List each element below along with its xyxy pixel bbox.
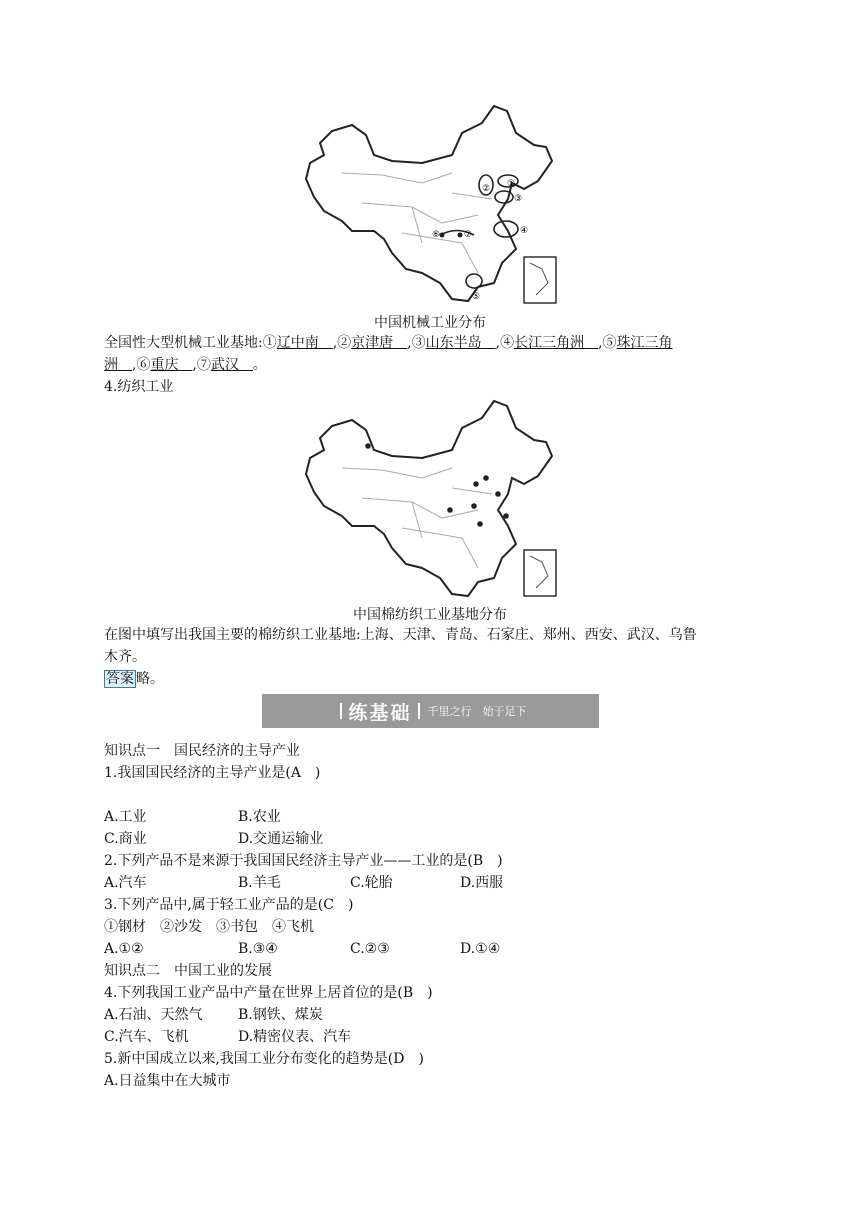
q1-option-d: D.交通运输业: [238, 831, 324, 847]
base-4: 长江三角洲: [514, 335, 585, 351]
map1-marker-4: ④: [520, 226, 529, 236]
map1-marker-3: ③: [514, 194, 523, 204]
map1-marker-2: ②: [482, 184, 491, 194]
question-4-stem: 4.下列我国工业产品中产量在世界上居首位的是(B ): [104, 985, 433, 1001]
base-3: 山东半岛: [425, 335, 482, 351]
answer-line: [104, 668, 164, 690]
map1-marker-5: ⑤: [472, 292, 481, 302]
question-3-stem: 3.下列产品中,属于轻工业产品的是(C ): [104, 897, 354, 913]
question-1-stem: 1.我国国民经济的主导产业是(A ): [104, 765, 321, 781]
q3-option-c: C.②③: [350, 941, 390, 957]
q5-option-a: A.日益集中在大城市: [104, 1073, 231, 1089]
map1-marker-6: ⑥: [432, 230, 441, 240]
q3-option-b: B.③④: [238, 941, 278, 957]
bases-intro: 全国性大型机械工业基地:: [104, 335, 263, 351]
question-3-items: ①钢材 ②沙发 ③书包 ④飞机: [104, 919, 314, 935]
base-6: 重庆: [150, 357, 179, 373]
q4-option-c: C.汽车、飞机: [104, 1029, 189, 1045]
q3-option-d: D.①④: [460, 941, 501, 957]
q1-option-c: C.商业: [104, 831, 147, 847]
practice-banner: [262, 694, 599, 728]
q2-option-c: C.轮胎: [350, 875, 393, 891]
banner-title: 练基础: [348, 701, 412, 724]
q1-option-a: A.工业: [104, 809, 147, 825]
answer-text: 略。: [136, 671, 164, 687]
knowledge-point-2-title: 知识点二 中国工业的发展: [104, 963, 272, 979]
q2-option-a: A.汽车: [104, 875, 147, 891]
q2-option-d: D.西服: [460, 875, 504, 891]
base-5: 珠江三角: [616, 335, 673, 351]
base-5-cont: 洲: [104, 357, 118, 373]
banner-subtitle: 千里之行 始于足下: [427, 705, 527, 718]
fill-instruction-line-2: 木齐。: [104, 649, 146, 665]
fill-instruction-line-1: 在图中填写出我国主要的棉纺织工业基地:上海、天津、青岛、石家庄、郑州、西安、武汉、乌鲁: [104, 627, 697, 643]
section-4-title: 4.纺织工业: [104, 379, 174, 395]
machinery-bases-line: 全国性大型机械工业基地:①辽中南 ,②京津唐 ,③山东半岛 ,④长江三角洲 ,⑤珠江三角: [104, 335, 673, 351]
base-7: 武汉: [210, 357, 239, 373]
q4-option-a: A.石油、天然气: [104, 1007, 203, 1023]
q3-option-a: A.①②: [104, 941, 144, 957]
base-1: 辽中南: [276, 335, 319, 351]
map1-marker-7: ⑦: [464, 230, 473, 240]
q4-option-d: D.精密仪表、汽车: [238, 1029, 352, 1045]
question-2-stem: 2.下列产品不是来源于我国国民经济主导产业——工业的是(B ): [104, 853, 503, 869]
question-5-stem: 5.新中国成立以来,我国工业分布变化的趋势是(D ): [104, 1051, 424, 1067]
map1-caption: 中国机械工业分布: [374, 315, 486, 331]
map2-caption: 中国棉纺织工业基地分布: [353, 607, 507, 623]
q1-option-b: B.农业: [238, 809, 281, 825]
base-2: 京津唐: [351, 335, 394, 351]
q4-option-b: B.钢铁、煤炭: [238, 1007, 323, 1023]
q2-option-b: B.羊毛: [238, 875, 281, 891]
machinery-bases-line-2: 洲 ,⑥重庆 ,⑦武汉 。: [104, 357, 267, 373]
china-cotton-textile-map: [302, 398, 560, 598]
china-machinery-map: [302, 103, 560, 305]
knowledge-point-1-title: 知识点一 国民经济的主导产业: [104, 743, 300, 759]
answer-label: 答案: [106, 671, 134, 687]
map1-marker-1: ①: [507, 179, 516, 189]
